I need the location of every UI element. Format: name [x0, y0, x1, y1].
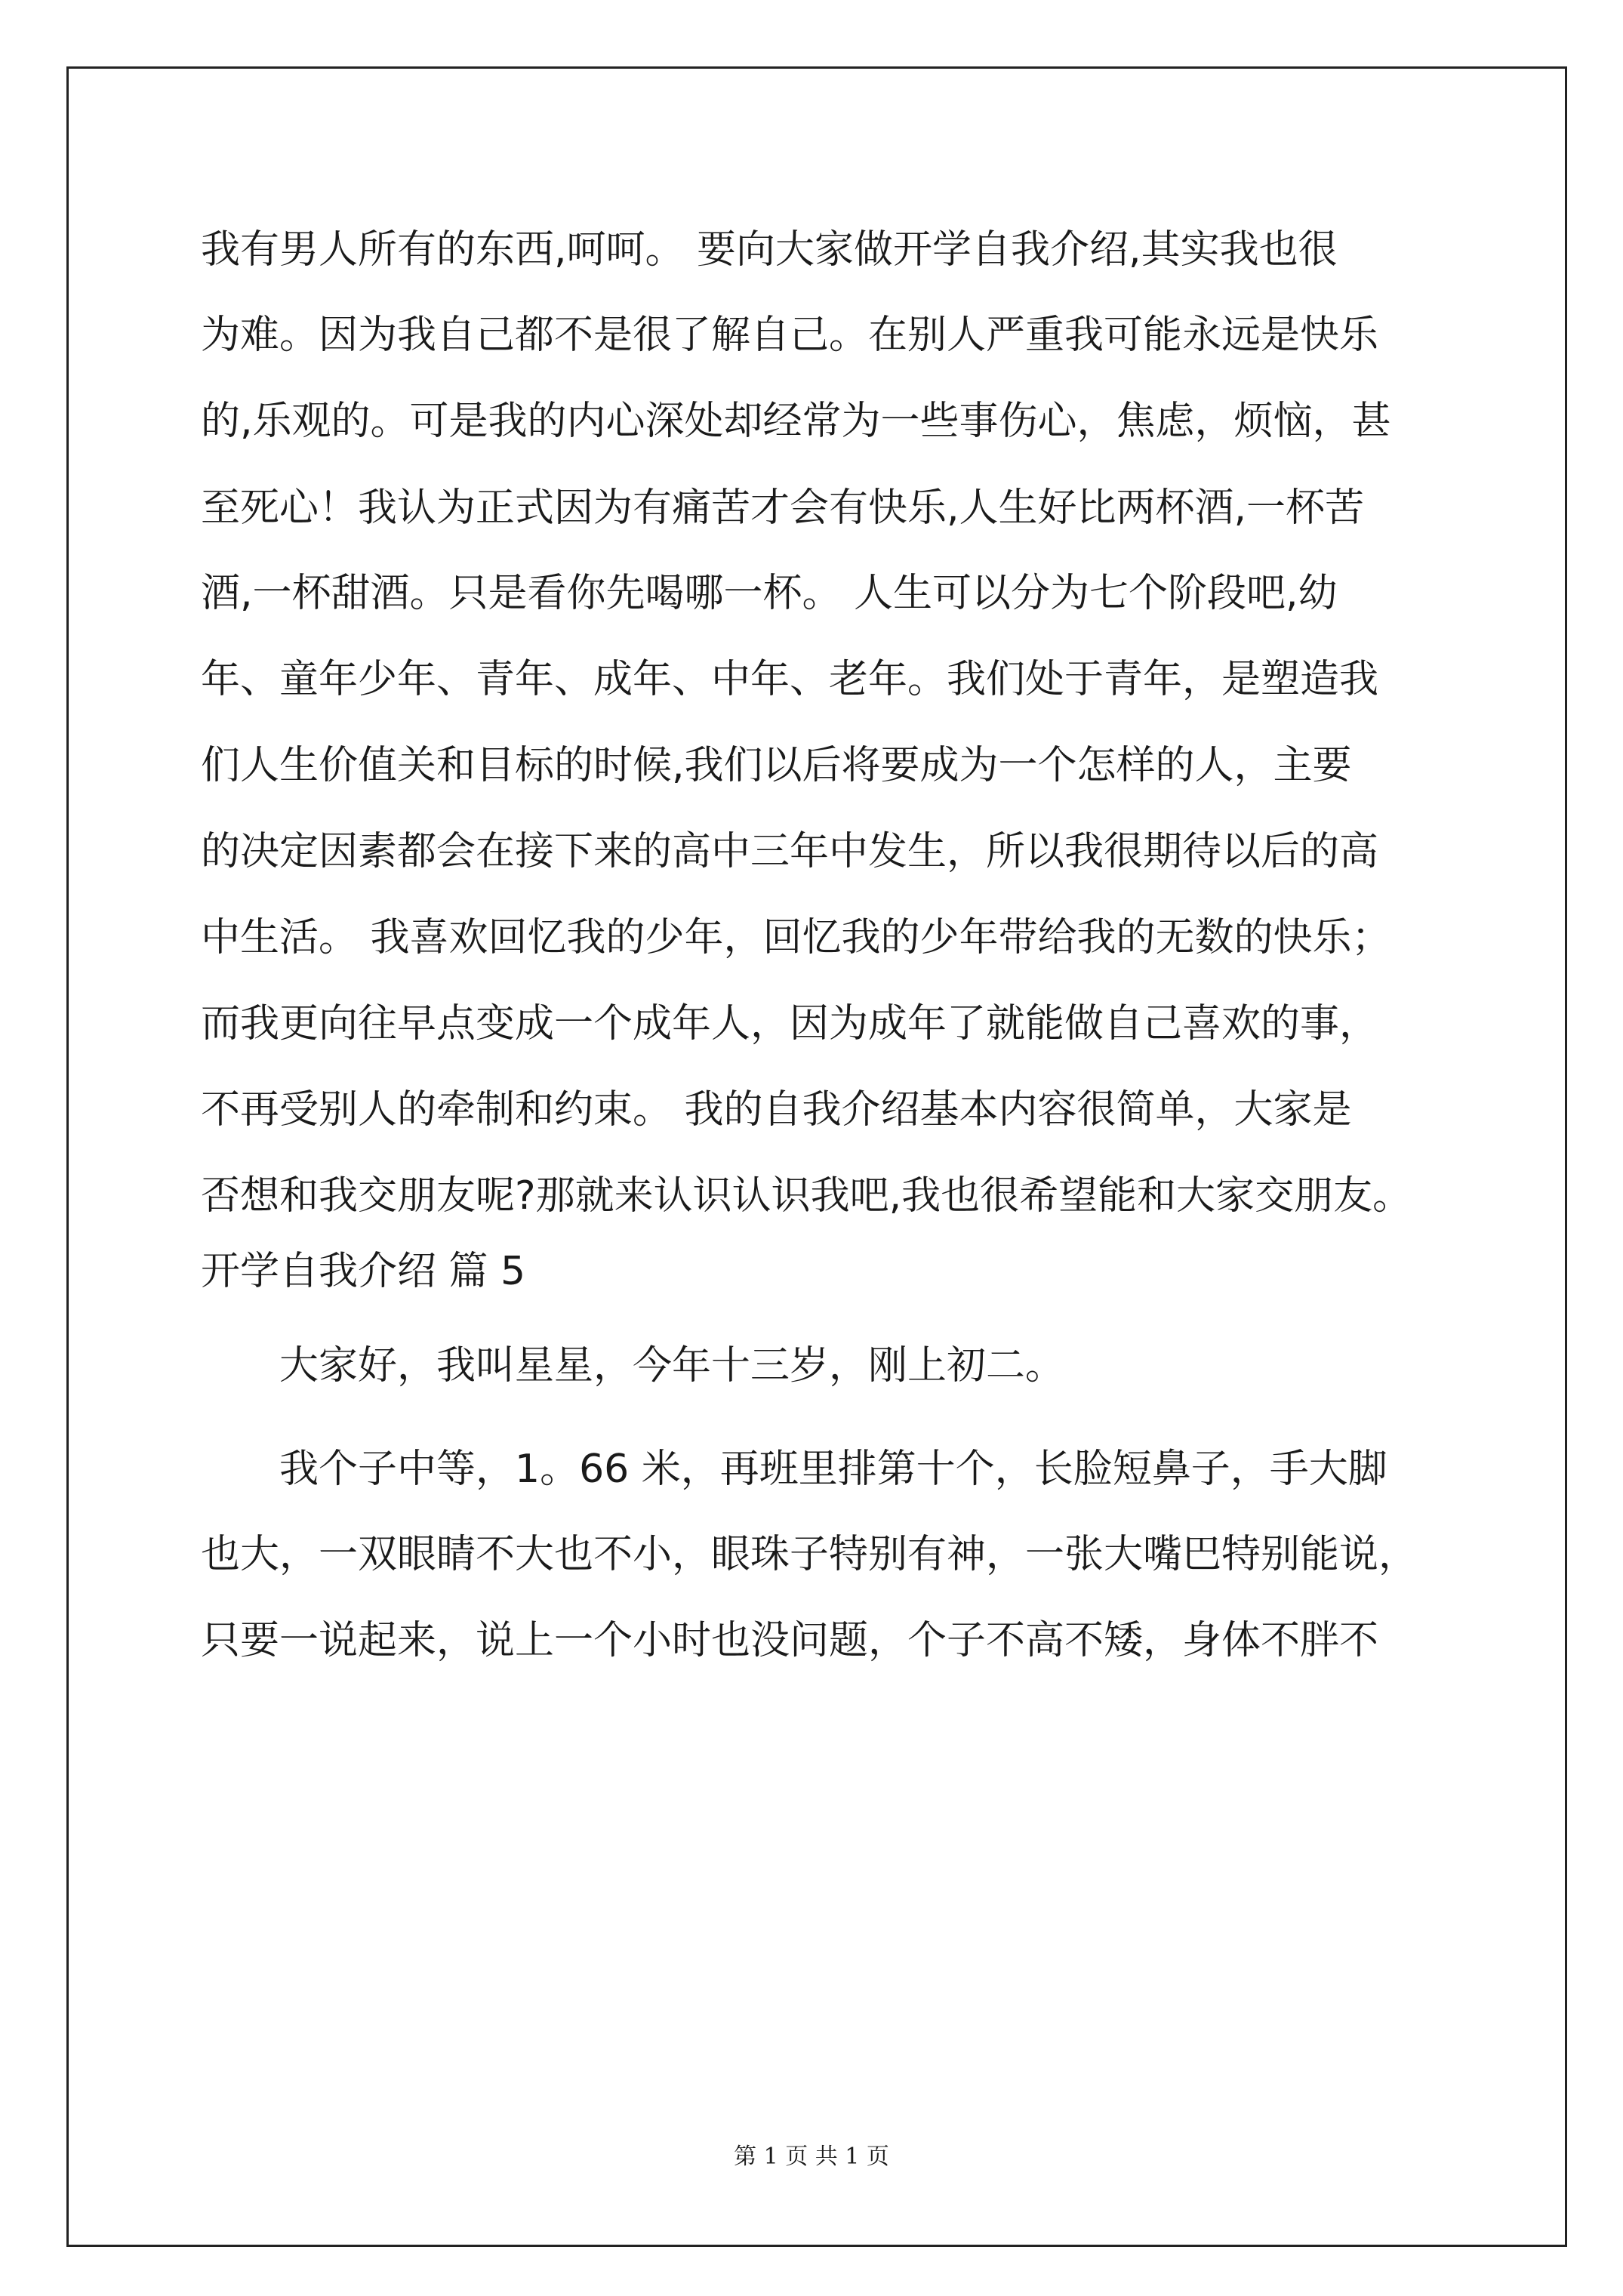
text-line-10: 而我更向往早点变成一个成年人，因为成年了就能做自己喜欢的事，: [201, 1001, 1379, 1046]
text-line-3: 的,乐观的。可是我的内心深处却经常为一些事伤心，焦虑，烦恼，甚: [201, 399, 1391, 444]
text-line-9: 中生活。 我喜欢回忆我的少年，回忆我的少年带给我的无数的快乐；: [201, 915, 1391, 960]
page-border: [66, 66, 1567, 2247]
text-line-7: 们人生价值关和目标的时候,我们以后将要成为一个怎样的人，主要: [201, 743, 1352, 788]
text-line-11: 不再受别人的牵制和约束。 我的自我介绍基本内容很简单，大家是: [201, 1087, 1352, 1133]
section-heading: 开学自我介绍 篇 5: [201, 1249, 526, 1294]
text-line-5: 酒,一杯甜酒。只是看你先喝哪一杯。 人生可以分为七个阶段吧,幼: [201, 571, 1338, 616]
page-number-footer: 第 1 页 共 1 页: [734, 2143, 889, 2170]
text-line-1: 我有男人所有的东西,呵呵。 要向大家做开学自我介绍,其实我也很: [201, 227, 1338, 273]
text-line-12: 否想和我交朋友呢?那就来认识认识我吧,我也很希望能和大家交朋友。: [201, 1173, 1412, 1219]
text-line-16: 也大，一双眼睛不大也不小，眼珠子特别有神，一张大嘴巴特别能说，: [201, 1532, 1418, 1577]
text-line-17: 只要一说起来，说上一个小时也没问题，个子不高不矮，身体不胖不: [201, 1618, 1379, 1663]
text-line-6: 年、童年少年、青年、成年、中年、老年。我们处于青年，是塑造我: [201, 657, 1379, 702]
text-line-2: 为难。因为我自己都不是很了解自己。在别人严重我可能永远是快乐: [201, 313, 1379, 358]
text-line-15: 我个子中等，1。66 米，再班里排第十个，长脸短鼻子，手大脚: [279, 1447, 1387, 1492]
paragraph-intro: 大家好，我叫星星，今年十三岁，刚上初二。: [279, 1343, 1065, 1388]
text-line-8: 的决定因素都会在接下来的高中三年中发生，所以我很期待以后的高: [201, 829, 1379, 874]
text-line-4: 至死心！我认为正式因为有痛苦才会有快乐,人生好比两杯酒,一杯苦: [201, 485, 1365, 531]
